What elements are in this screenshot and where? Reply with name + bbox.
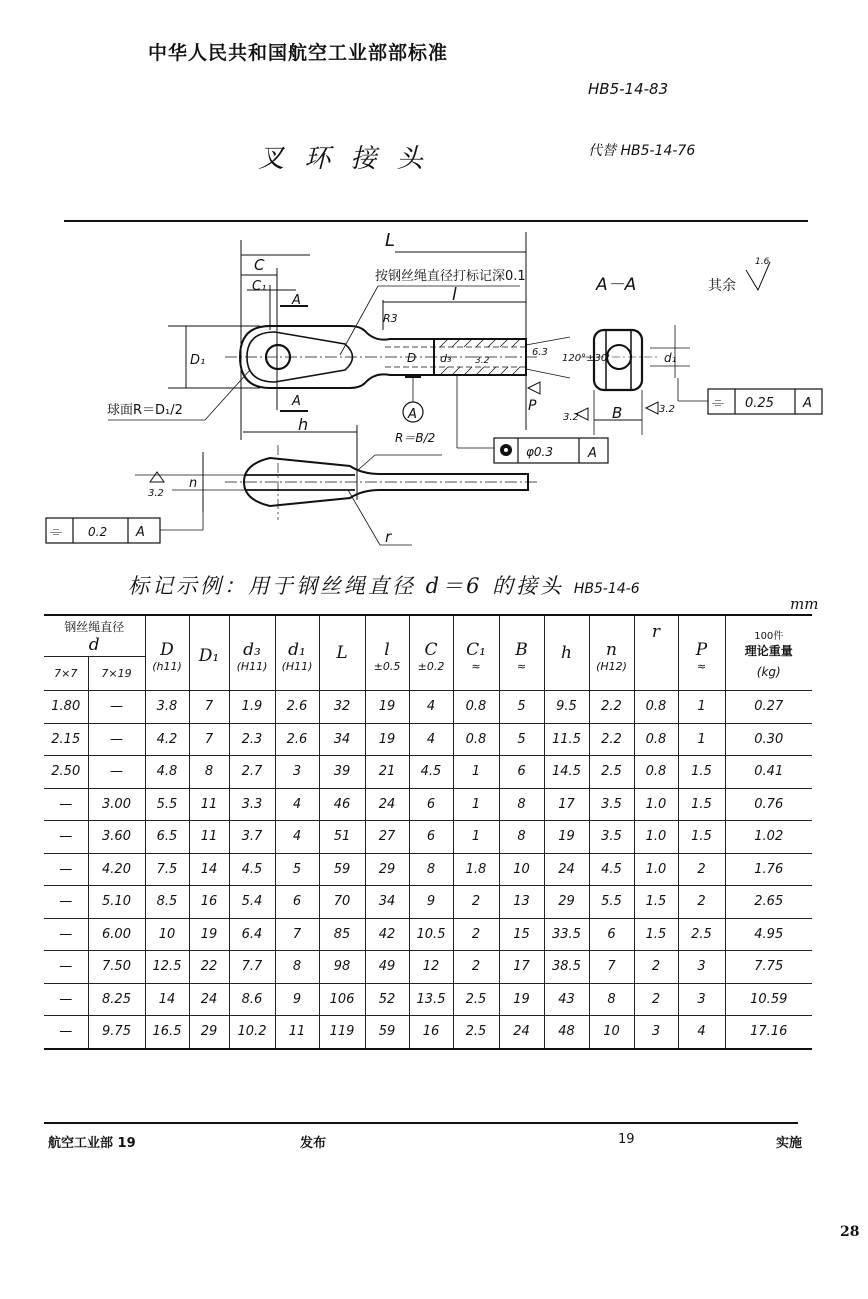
header-r: r: [634, 615, 678, 691]
symmetry-datum: A: [803, 396, 812, 411]
technical-drawing: [30, 222, 840, 567]
table-row: 1.80 — 3.8 7 1.9 2.6 32 19 4 0.8 5 9.5 2.2 0.8 1 0.27: [44, 691, 812, 724]
radius-r: r: [385, 528, 392, 546]
header-7x19: 7×19: [88, 657, 145, 691]
sphere-note: 球面R＝D₁/2: [107, 403, 183, 418]
dim-d1: d₁: [664, 351, 677, 365]
unit-label: mm: [790, 595, 819, 613]
concentricity-value: φ0.3: [526, 445, 553, 459]
dim-D1: D₁: [190, 353, 206, 368]
marking-example-text: 标记示例：用于钢丝绳直径 d＝6 的接头: [128, 574, 565, 598]
table-row: 2.50 — 4.8 8 2.7 3 39 21 4.5 1 6 14.5 2.5 0.8 1.5 0.41: [44, 756, 812, 789]
symmetry-value-bottom: 0.2: [88, 525, 108, 539]
roughness-bore: 3.2: [475, 356, 490, 366]
footer-issuer: 航空工业部 19: [48, 1136, 136, 1151]
marking-example: [128, 570, 640, 600]
dim-P: P: [528, 398, 537, 414]
table-row: 2.15 — 4.2 7 2.3 2.6 34 19 4 0.8 5 11.5 2.2 0.8 1 0.30: [44, 723, 812, 756]
header-weight: 100件 理论重量 (kg): [725, 615, 812, 691]
roughness-side: 3.2: [659, 404, 675, 415]
concentricity-datum: A: [588, 446, 597, 461]
dim-d3: d₃: [440, 352, 452, 365]
dim-l: l: [452, 285, 457, 305]
symmetry-datum-bottom: A: [136, 525, 145, 540]
table-row: — 9.75 16.5 29 10.2 11 119 59 16 2.5 24 48 10 3 4 17.16: [44, 1016, 812, 1049]
header-C: C ±0.2: [409, 615, 453, 691]
chamfer-angle: 120°±30': [562, 353, 610, 364]
footer-effective-year: 19: [618, 1132, 635, 1147]
dim-C1: C₁: [252, 279, 267, 294]
page-number: 28: [840, 1224, 860, 1240]
header-l: l ±0.5: [365, 615, 409, 691]
header-d1: d₁ (H11): [275, 615, 319, 691]
radius-note: R＝B/2: [395, 431, 436, 445]
standard-code: HB5-14-83: [588, 80, 669, 98]
table-row: — 3.60 6.5 11 3.7 4 51 27 6 1 8 19 3.5 1.0 1.5 1.02: [44, 821, 812, 854]
table-row: — 5.10 8.5 16 5.4 6 70 34 9 2 13 29 5.5 1.5 2 2.65: [44, 886, 812, 919]
header-D: D (h11): [145, 615, 189, 691]
roughness-chamfer: 6.3: [532, 347, 548, 358]
rest-roughness-label: 其余: [708, 278, 736, 294]
header-7x7: 7×7: [44, 657, 88, 691]
rest-roughness-value: 1.6: [755, 257, 770, 267]
roughness-face: 3.2: [563, 412, 579, 423]
dim-h: h: [298, 415, 309, 434]
footer-issued: 发布: [300, 1136, 327, 1151]
header-P: P ≈: [678, 615, 725, 691]
header-h: h: [544, 615, 589, 691]
dim-C: C: [254, 256, 265, 274]
header-wire-rope-diameter: 钢丝绳直径 d: [44, 615, 145, 657]
section-view-label: A－A: [596, 275, 637, 295]
radius-R3: R3: [383, 312, 398, 325]
symmetry-symbol-icon: ⌯: [712, 393, 725, 411]
header-B: B ≈: [499, 615, 544, 691]
section-mark-A-bottom: A: [292, 394, 301, 409]
symmetry-value: 0.25: [745, 396, 774, 411]
standard-body: 中华人民共和国航空工业部部标准: [148, 42, 449, 64]
roughness-slot: 3.2: [148, 488, 164, 499]
marking-example-code: HB5-14-6: [573, 581, 640, 597]
dim-B: B: [612, 404, 623, 422]
header-L: L: [319, 615, 365, 691]
table-row: — 4.20 7.5 14 4.5 5 59 29 8 1.8 10 24 4.5 1.0 2 1.76: [44, 853, 812, 886]
replaces-note: 代替 HB5-14-76: [588, 143, 696, 159]
document-title: 叉 环 接 头: [258, 144, 429, 174]
mark-note: 按钢丝绳直径打标记深0.1: [375, 269, 526, 284]
header-C1: C₁ ≈: [453, 615, 499, 691]
bottom-rule: [44, 1122, 798, 1124]
dimension-table: [44, 614, 812, 1050]
header-D1: D₁: [189, 615, 229, 691]
table-row: — 7.50 12.5 22 7.7 8 98 49 12 2 17 38.5 7 2 3 7.75: [44, 951, 812, 984]
section-mark-A-top: A: [292, 293, 301, 308]
dim-n: n: [189, 476, 198, 491]
dim-L: L: [385, 230, 396, 251]
symmetry-symbol-icon: ⌯: [50, 522, 63, 540]
datum-A: A: [408, 407, 417, 422]
footer-effective: 实施: [776, 1136, 803, 1151]
table-row: — 8.25 14 24 8.6 9 106 52 13.5 2.5 19 43 8 2 3 10.59: [44, 983, 812, 1016]
header-n: n (H12): [589, 615, 634, 691]
header-d3: d₃ (H11): [229, 615, 275, 691]
dim-D: D: [407, 351, 417, 365]
table-row: — 3.00 5.5 11 3.3 4 46 24 6 1 8 17 3.5 1.0 1.5 0.76: [44, 788, 812, 821]
table-row: — 6.00 10 19 6.4 7 85 42 10.5 2 15 33.5 6 1.5 2.5 4.95: [44, 918, 812, 951]
